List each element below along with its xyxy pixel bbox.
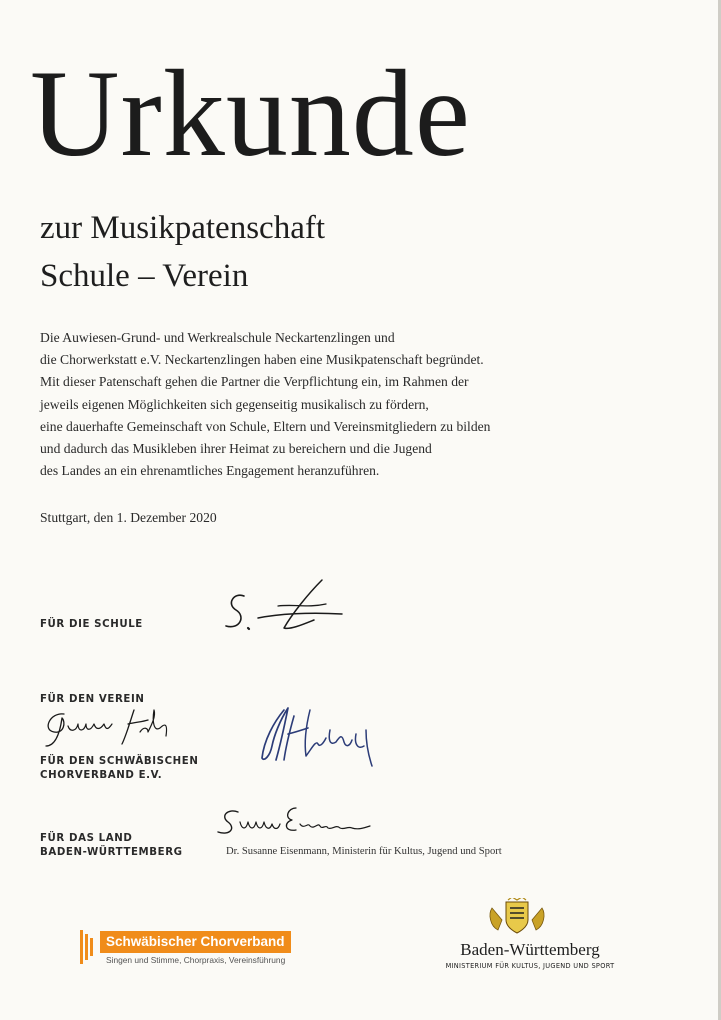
body-line: jeweils eigenen Möglichkeiten sich gegenseitig musikalisch zu fördern, (40, 396, 429, 412)
label-land (40, 832, 183, 860)
bw-ministry: MINISTERIUM FÜR KULTUS, JUGEND UND SPORT (445, 962, 615, 970)
land-signatory-caption: Dr. Susanne Eisenmann, Ministerin für Kultus, Jugend und Sport (226, 846, 502, 857)
body-line: Die Auwiesen-Grund- und Werkrealschule Neckartenzlingen und (40, 330, 395, 345)
date-place-line: Stuttgart, den 1. Dezember 2020 (40, 510, 217, 525)
body-line: die Chorwerkstatt e.V. Neckartenzlingen haben eine Musikpatenschaft begründet. (40, 352, 484, 368)
signature-verein (36, 702, 176, 750)
body-line: Mit dieser Patenschaft gehen die Partner die Verpflichtung ein, im Rahmen der (40, 374, 469, 390)
label-chorverband-line1: FÜR DEN SCHWÄBISCHEN (40, 756, 199, 767)
signature-land (210, 800, 380, 842)
document-body (40, 327, 600, 482)
document-subtitle-line1: zur Musikpatenschaft (40, 210, 325, 246)
chorverband-name: Schwäbischer Chorverband (100, 931, 291, 953)
bw-crest-icon (486, 898, 548, 934)
body-line: des Landes an ein ehrenamtliches Engagement heranzuführen. (40, 463, 380, 479)
document-subtitle-line2: Schule – Verein (40, 258, 249, 294)
label-land-line2: BADEN-WÜRTTEMBERG (40, 847, 183, 858)
signature-chorverband (254, 700, 384, 780)
document-title: Urkunde (30, 45, 471, 182)
body-line: und dadurch das Musikleben ihrer Heimat zu bereichern und die Jugend (40, 441, 432, 457)
body-line: eine dauerhafte Gemeinschaft von Schule, Eltern und Vereinsmitgliedern zu bilden (40, 418, 491, 434)
label-chorverband (40, 755, 199, 783)
label-schule: FÜR DIE SCHULE (40, 619, 143, 630)
chorverband-bars-icon (80, 930, 96, 964)
chorverband-tagline: Singen und Stimme, Chorpraxis, Vereinsführung (106, 955, 286, 965)
signature-schule (218, 574, 354, 636)
label-verein: FÜR DEN VEREIN (40, 694, 145, 705)
label-land-line1: FÜR DAS LAND (40, 833, 133, 844)
bw-name: Baden-Württemberg (460, 940, 600, 959)
label-chorverband-line2: CHORVERBAND E.V. (40, 770, 163, 781)
